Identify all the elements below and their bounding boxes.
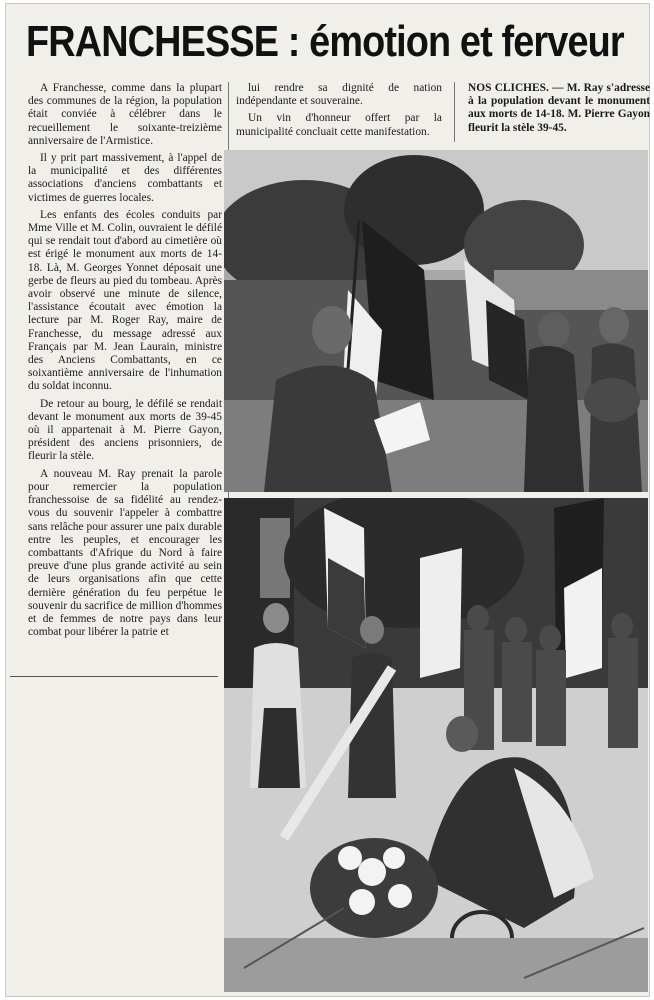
headline: FRANCHESSE : émotion et ferveur — [26, 17, 624, 66]
paragraph-intro: A Franchesse, comme dans la plupart des communes de la région, la population était conviée à célébrer dans le recueillement le soixante-treizième anniversaire de l'Armistice. — [28, 82, 222, 147]
paragraph-cemetery: Les enfants des écoles conduits par Mme Ville et M. Colin, ouvraient le défilé qui se rendait tout d'abord au cimetière où est érigé le monument aux morts de 14-18. Là, M. Georges Yonnet déposait une gerbe de fleurs au pied du tombeau. Après avoir observé une minute de silence, l'assistance écoutait avec émotion la lecture par M. Roger Ray, maire de Franchesse, du message adressé aux Français par M. Jean Laurain, ministre des Anciens Combattants, en ce soixantième anniversaire de l'inhumation du soldat inconnu. — [28, 208, 222, 393]
article-left-column — [28, 82, 222, 643]
end-rule — [10, 676, 218, 677]
caption-text: NOS CLICHES. — M. Ray s'adresse à la population devant le monument aux morts de 14-18. M. Pierre Gayon fleurit la stèle 39-45. — [468, 82, 650, 134]
paragraph-village: De retour au bourg, le défilé se rendait devant le monument aux morts de 39-45 où il appartenait à M. Pierre Gayon, président des anciens prisonniers, de fleurir la stèle. — [28, 397, 222, 463]
paragraph-reception: Un vin d'honneur offert par la municipalité concluait cette manifestation. — [236, 112, 442, 138]
newspaper-clipping — [6, 4, 649, 996]
photo-wreath-laying — [224, 498, 648, 992]
column-rule-right — [454, 82, 455, 142]
photo-speech-monument — [224, 150, 648, 492]
wreath-photo-graphic — [224, 498, 648, 992]
speech-photo-graphic — [224, 150, 648, 492]
paragraph-participation: Il y prit part massivement, à l'appel de la municipalité et des différentes associations d'anciens combattants et victimes de guerres locales. — [28, 152, 222, 204]
paragraph-speech: A nouveau M. Ray prenait la parole pour remercier la population franchessoise de sa fidélité au rendez-vous du souvenir l'appeler à combattre sans relâche pour assurer une paix durable entre les peuples, et encourager les combattants d'Afrique du Nord à faire preuve d'une plus grande activité au sein de leurs organisations afin que cette dernière génération du feu perpétue le souvenir du sacrifice de million d'hommes et de femmes de notre pays dans leur combat pour libérer la patrie et — [28, 467, 222, 639]
photo-caption — [468, 82, 650, 139]
article-middle-column — [236, 82, 442, 143]
paragraph-dignity: lui rendre sa dignité de nation indépendante et souveraine. — [236, 82, 442, 108]
